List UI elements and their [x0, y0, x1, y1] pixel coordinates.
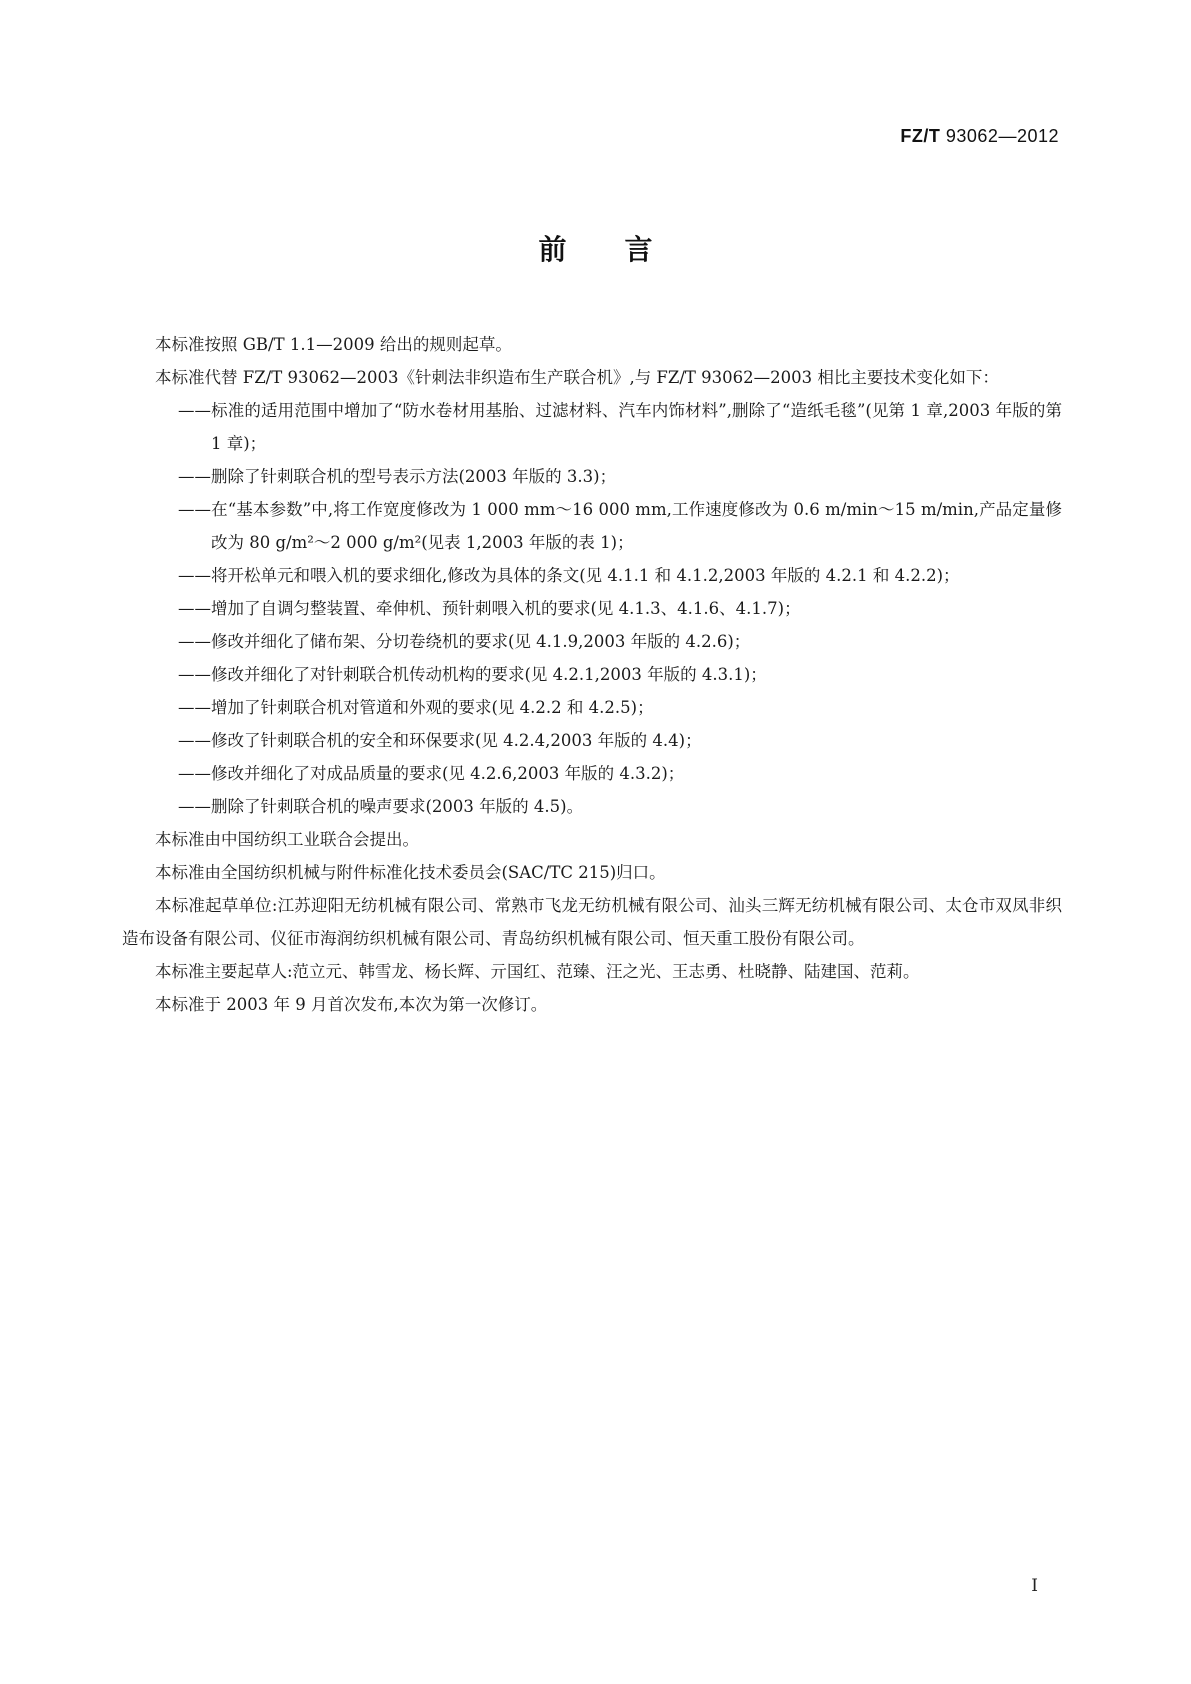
- dash-marker: ——: [178, 599, 211, 618]
- change-text: 在“基本参数”中,将工作宽度修改为 1 000 mm～16 000 mm,工作速度修改为 0.6 m/min～15 m/min,产品定量修改为 80 g/m²～2 000 g/m²(见表 1,2003 年版的表 1)；: [211, 500, 1062, 552]
- dash-marker: ——: [178, 500, 211, 519]
- paragraph: 本标准主要起草人:范立元、韩雪龙、杨长辉、亓国红、范臻、汪之光、王志勇、杜晓静、陆建国、范莉。: [155, 962, 920, 981]
- change-text: 标准的适用范围中增加了“防水卷材用基胎、过滤材料、汽车内饰材料”,删除了“造纸毛毯”(见第 1 章,2003 年版的第 1 章)；: [211, 401, 1062, 453]
- change-item: [122, 625, 1062, 658]
- paragraph: 本标准起草单位:江苏迎阳无纺机械有限公司、常熟市飞龙无纺机械有限公司、汕头三辉无纺机械有限公司、太仓市双凤非织造布设备有限公司、仪征市海润纺织机械有限公司、青岛纺织机械有限公司、恒天重工股份有限公司。: [122, 896, 1062, 948]
- dash-marker: ——: [178, 764, 211, 783]
- dash-marker: ——: [178, 731, 211, 750]
- change-item: [122, 592, 1062, 625]
- change-item: [122, 691, 1062, 724]
- page-title: 前言: [538, 233, 711, 266]
- change-item: [122, 658, 1062, 691]
- dash-marker: ——: [178, 632, 211, 651]
- change-text: 修改并细化了储布架、分切卷绕机的要求(见 4.1.9,2003 年版的 4.2.6)；: [211, 632, 751, 651]
- dash-marker: ——: [178, 467, 211, 486]
- dash-marker: ——: [178, 566, 211, 585]
- change-text: 修改并细化了对针刺联合机传动机构的要求(见 4.2.1,2003 年版的 4.3.1)；: [211, 665, 767, 684]
- change-list: [122, 394, 1062, 823]
- paragraph: 本标准由中国纺织工业联合会提出。: [155, 830, 419, 849]
- dash-marker: ——: [178, 698, 211, 717]
- change-item: [122, 724, 1062, 757]
- paragraph: 本标准代替 FZ/T 93062—2003《针刺法非织造布生产联合机》,与 FZ/T 93062—2003 相比主要技术变化如下：: [155, 368, 999, 387]
- change-text: 修改并细化了对成品质量的要求(见 4.2.6,2003 年版的 4.3.2)；: [211, 764, 685, 783]
- change-item: [122, 757, 1062, 790]
- change-item: [122, 790, 1062, 823]
- change-text: 增加了针刺联合机对管道和外观的要求(见 4.2.2 和 4.2.5)；: [211, 698, 654, 717]
- change-item: [122, 559, 1062, 592]
- change-item: [122, 493, 1062, 559]
- change-item: [122, 460, 1062, 493]
- standard-code-prefix: FZ/T: [900, 126, 941, 146]
- standard-code-number: 93062—2012: [940, 126, 1059, 146]
- change-text: 删除了针刺联合机的型号表示方法(2003 年版的 3.3)；: [211, 467, 617, 486]
- paragraph: 本标准于 2003 年 9 月首次发布,本次为第一次修订。: [155, 995, 548, 1014]
- foreword-body: [122, 328, 1062, 1021]
- dash-marker: ——: [178, 797, 211, 816]
- change-text: 删除了针刺联合机的噪声要求(2003 年版的 4.5)。: [211, 797, 584, 816]
- change-text: 将开松单元和喂入机的要求细化,修改为具体的条文(见 4.1.1 和 4.1.2,2003 年版的 4.2.1 和 4.2.2)；: [211, 566, 960, 585]
- change-text: 修改了针刺联合机的安全和环保要求(见 4.2.4,2003 年版的 4.4)；: [211, 731, 702, 750]
- change-item: [122, 394, 1062, 460]
- paragraph: 本标准由全国纺织机械与附件标准化技术委员会(SAC/TC 215)归口。: [155, 863, 666, 882]
- standard-code: [900, 126, 1059, 147]
- page-number: I: [1031, 1576, 1038, 1596]
- dash-marker: ——: [178, 401, 211, 420]
- dash-marker: ——: [178, 665, 211, 684]
- change-text: 增加了自调匀整装置、牵伸机、预针刺喂入机的要求(见 4.1.3、4.1.6、4.1.7)；: [211, 599, 801, 618]
- paragraph: 本标准按照 GB/T 1.1—2009 给出的规则起草。: [155, 335, 512, 354]
